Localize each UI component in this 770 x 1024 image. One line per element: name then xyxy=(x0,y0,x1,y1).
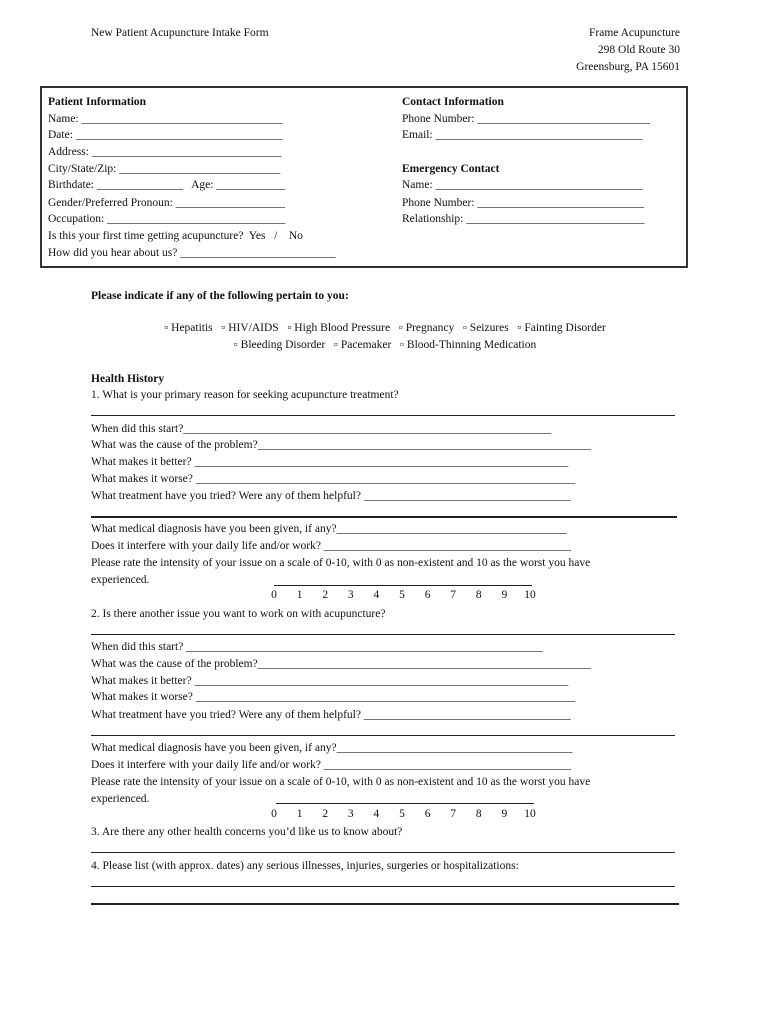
conditions-prompt: Please indicate if any of the following pertain to you: xyxy=(91,290,349,302)
question-3: 3. Are there any other health concerns you’d like us to know about? xyxy=(91,826,403,838)
emergency-name-field[interactable]: Name: ____________________________________ xyxy=(402,179,643,191)
scale-0[interactable]: 0 xyxy=(271,589,277,601)
scale-3[interactable]: 3 xyxy=(347,808,354,820)
q1-experienced-label: experienced. xyxy=(91,574,150,586)
question-1: 1. What is your primary reason for seeking acupuncture treatment? xyxy=(91,389,399,401)
scale-4[interactable]: 4 xyxy=(373,808,380,820)
q1-cause-field[interactable]: What was the cause of the problem?__________________________________________________________ xyxy=(91,439,592,451)
scale-8[interactable]: 8 xyxy=(475,589,482,601)
scale-5[interactable]: 5 xyxy=(399,589,405,601)
answer-line[interactable] xyxy=(91,415,675,416)
scale-5[interactable]: 5 xyxy=(399,808,405,820)
scale-1[interactable]: 1 xyxy=(296,808,303,820)
scale-9[interactable]: 9 xyxy=(501,808,508,820)
scale-6[interactable]: 6 xyxy=(424,589,431,601)
health-history-heading: Health History xyxy=(91,373,165,385)
phone-field[interactable]: Phone Number: ______________________________ xyxy=(402,113,650,125)
q1-rating-scale[interactable] xyxy=(268,589,536,601)
gender-pronoun-field[interactable]: Gender/Preferred Pronoun: ___________________ xyxy=(48,197,285,209)
scale-9[interactable]: 9 xyxy=(501,589,508,601)
section-divider xyxy=(91,516,677,518)
scale-4[interactable]: 4 xyxy=(373,589,380,601)
answer-line[interactable] xyxy=(91,852,675,853)
city-state-zip-field[interactable]: City/State/Zip: ____________________________ xyxy=(48,163,281,175)
q2-start-field[interactable]: When did this start? ______________________________________________________________ xyxy=(91,641,543,653)
emergency-contact-heading: Emergency Contact xyxy=(402,163,500,175)
rating-line[interactable] xyxy=(274,585,532,586)
q1-interfere-field[interactable]: Does it interfere with your daily life and/or work? ___________________________________________ xyxy=(91,540,572,552)
q2-better-field[interactable]: What makes it better? _________________________________________________________________ xyxy=(91,675,569,687)
q1-better-field[interactable]: What makes it better? _________________________________________________________________ xyxy=(91,456,569,468)
scale-2[interactable]: 2 xyxy=(322,589,329,601)
q2-rating-scale[interactable] xyxy=(268,808,536,820)
q1-treatment-field[interactable]: What treatment have you tried? Were any of them helpful? ____________________________________ xyxy=(91,490,571,502)
conditions-checklist-row2[interactable]: ▫ Bleeding Disorder ▫ Pacemaker ▫ Blood-Thinning Medication xyxy=(233,339,537,351)
scale-7[interactable]: 7 xyxy=(450,808,457,820)
clinic-address-line2: Greensburg, PA 15601 xyxy=(576,61,680,73)
question-4: 4. Please list (with approx. dates) any serious illnesses, injuries, surgeries or hospitalizations: xyxy=(91,860,519,872)
contact-info-heading: Contact Information xyxy=(402,96,504,108)
q2-interfere-field[interactable]: Does it interfere with your daily life and/or work? ___________________________________________ xyxy=(91,759,572,771)
q2-rate-instructions: Please rate the intensity of your issue on a scale of 0-10, with 0 as non-existent and 10 as the worst you have xyxy=(91,776,591,788)
form-title: New Patient Acupuncture Intake Form xyxy=(91,27,269,39)
emergency-relationship-field[interactable]: Relationship: _______________________________ xyxy=(402,213,645,225)
conditions-checklist-row1[interactable]: ▫ Hepatitis ▫ HIV/AIDS ▫ High Blood Pressure ▫ Pregnancy ▫ Seizures ▫ Fainting Disorder xyxy=(164,322,606,334)
referral-field[interactable]: How did you hear about us? ___________________________ xyxy=(48,247,336,259)
q1-rate-instructions: Please rate the intensity of your issue on a scale of 0-10, with 0 as non-existent and 10 as the worst you have xyxy=(91,557,591,569)
q1-worse-field[interactable]: What makes it worse? __________________________________________________________________ xyxy=(91,473,576,485)
scale-10[interactable]: 10 xyxy=(524,808,536,820)
q1-start-field[interactable]: When did this start?________________________________________________________________ xyxy=(91,423,552,435)
birthdate-age-field[interactable]: Birthdate: _______________ Age: ____________ xyxy=(48,179,286,191)
q2-cause-field[interactable]: What was the cause of the problem?__________________________________________________________ xyxy=(91,658,592,670)
rating-line[interactable] xyxy=(276,803,534,804)
answer-line[interactable] xyxy=(91,903,679,905)
date-field[interactable]: Date: ____________________________________ xyxy=(48,129,283,141)
scale-1[interactable]: 1 xyxy=(296,589,303,601)
q2-experienced-label: experienced. xyxy=(91,793,150,805)
clinic-address-line1: 298 Old Route 30 xyxy=(597,44,680,56)
occupation-field[interactable]: Occupation: _______________________________ xyxy=(48,213,286,225)
q1-diagnosis-field[interactable]: What medical diagnosis have you been given, if any?________________________________________ xyxy=(91,523,567,535)
first-time-question[interactable]: Is this your first time getting acupuncture? Yes / No xyxy=(48,230,303,242)
scale-8[interactable]: 8 xyxy=(475,808,482,820)
q2-worse-field[interactable]: What makes it worse? __________________________________________________________________ xyxy=(91,691,576,703)
patient-info-heading: Patient Information xyxy=(48,96,147,108)
scale-2[interactable]: 2 xyxy=(322,808,329,820)
scale-10[interactable]: 10 xyxy=(524,589,536,601)
scale-6[interactable]: 6 xyxy=(424,808,431,820)
answer-line[interactable] xyxy=(91,634,675,635)
scale-3[interactable]: 3 xyxy=(347,589,354,601)
scale-7[interactable]: 7 xyxy=(450,589,457,601)
answer-line[interactable] xyxy=(91,886,675,887)
q2-treatment-field[interactable]: What treatment have you tried? Were any of them helpful? ____________________________________ xyxy=(91,709,571,721)
emergency-phone-field[interactable]: Phone Number: _____________________________ xyxy=(402,197,645,209)
q2-diagnosis-field[interactable]: What medical diagnosis have you been given, if any?_________________________________________ xyxy=(91,742,573,754)
question-2: 2. Is there another issue you want to work on with acupuncture? xyxy=(91,608,386,620)
scale-0[interactable]: 0 xyxy=(271,808,277,820)
answer-line[interactable] xyxy=(91,735,675,736)
clinic-name: Frame Acupuncture xyxy=(588,27,680,39)
name-field[interactable]: Name: ___________________________________ xyxy=(48,113,283,125)
email-field[interactable]: Email: ____________________________________ xyxy=(402,129,643,141)
address-field[interactable]: Address: _________________________________ xyxy=(48,146,282,158)
